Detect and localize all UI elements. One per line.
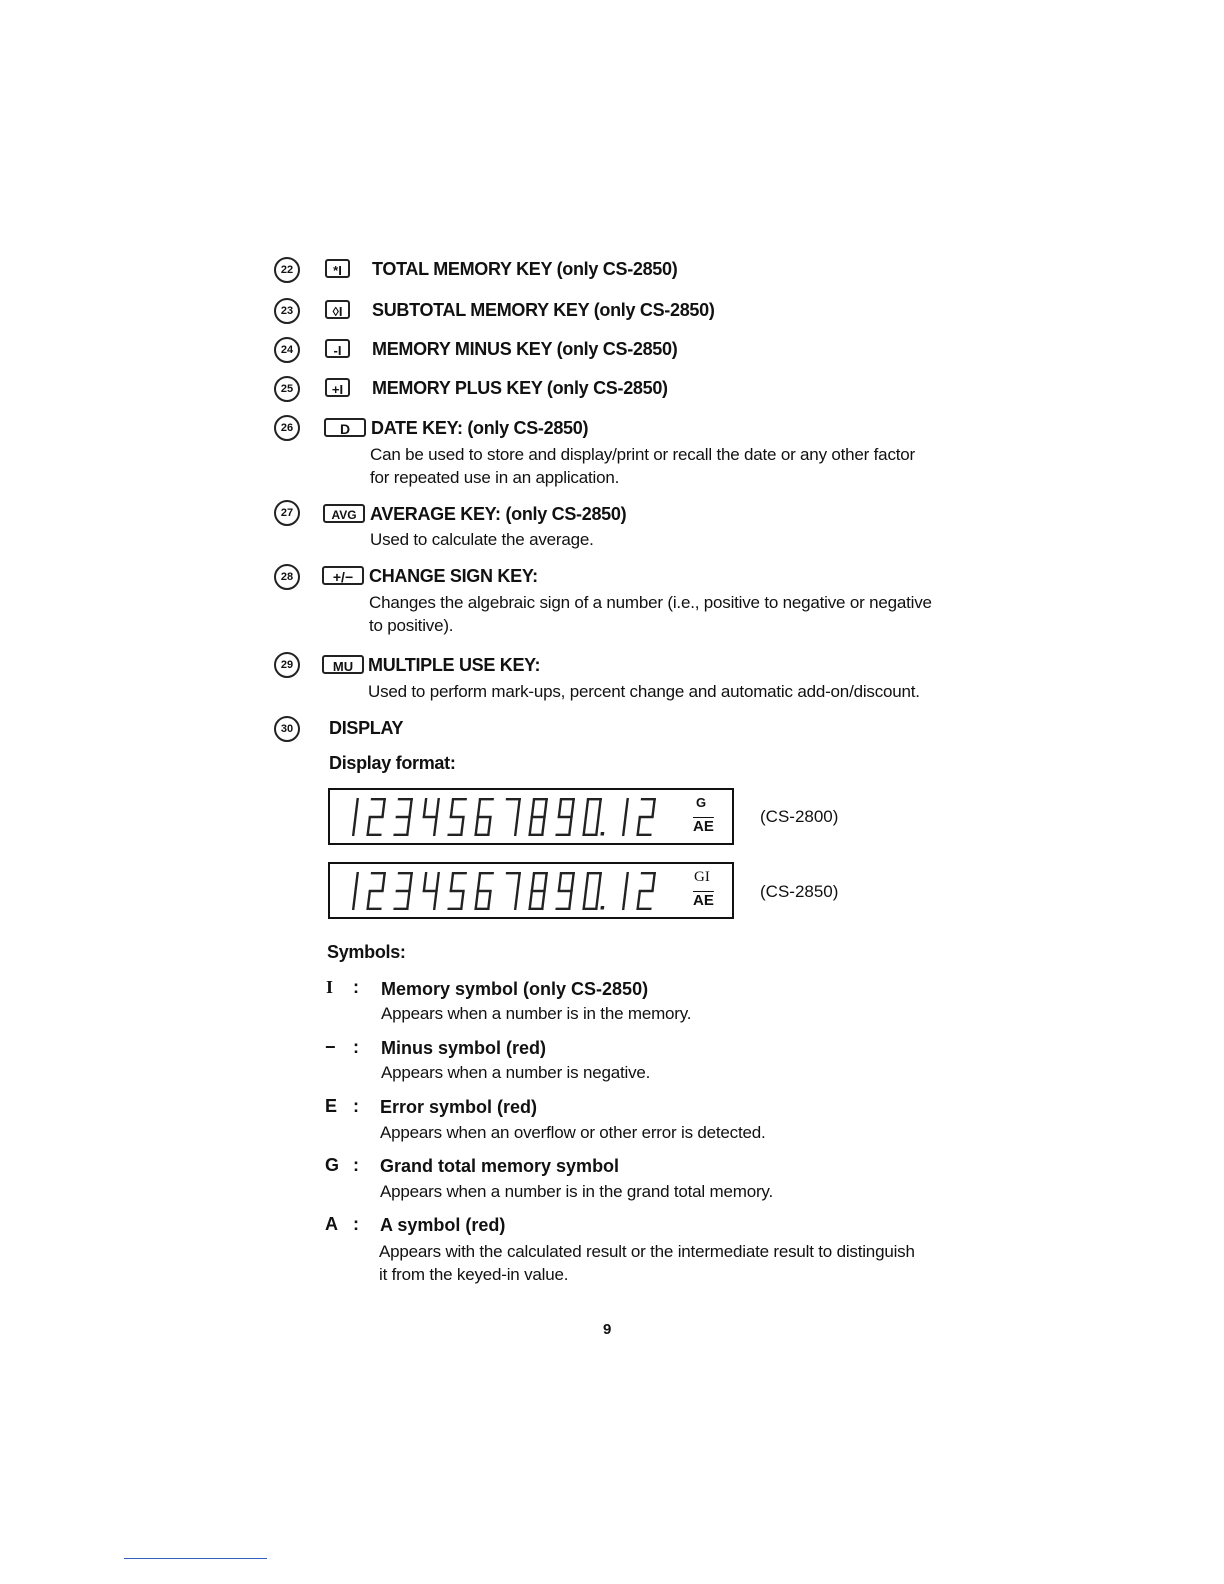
change-sign-key-description-line-1: Changes the algebraic sign of a number (i.e., positive to negative or negative — [369, 593, 932, 612]
segment-c — [352, 817, 357, 836]
item-number-26: 26 — [274, 415, 300, 441]
lcd-digit-0 — [582, 798, 608, 836]
segment-c — [487, 817, 492, 836]
memory-symbol-description: Appears when a number is in the memory. — [381, 1004, 692, 1023]
symbol-colon: : — [353, 977, 359, 997]
segment-f — [450, 872, 455, 891]
segment-c — [622, 817, 627, 836]
average-key-description: Used to calculate the average. — [370, 530, 594, 549]
a-symbol-description-line-2: it from the keyed-in value. — [379, 1265, 569, 1284]
segment-e — [582, 891, 587, 910]
average-key-icon: AVG — [323, 504, 365, 523]
g-symbol: G — [696, 795, 707, 810]
segment-f — [585, 798, 590, 817]
segment-b — [624, 872, 629, 891]
segment-e — [636, 891, 641, 910]
segment-c — [514, 891, 519, 910]
lcd-digit-1 — [352, 872, 359, 910]
symbols-heading: Symbols: — [327, 942, 406, 962]
item-number-24: 24 — [274, 337, 300, 363]
segment-f — [423, 872, 428, 891]
page-number: 9 — [603, 1321, 612, 1338]
lcd-digit-2 — [636, 798, 656, 836]
segment-d — [366, 834, 381, 836]
segment-c — [568, 891, 573, 910]
item-number-27: 27 — [274, 500, 300, 526]
segment-c — [460, 817, 465, 836]
symbol-letter-minus: − — [325, 1037, 336, 1057]
segment-b — [651, 872, 656, 891]
lcd-digit-4 — [420, 798, 440, 836]
segment-e — [528, 891, 533, 910]
lcd-digit-0 — [582, 872, 608, 910]
date-key-description-line-1: Can be used to store and display/print or recall the date or any other factor — [370, 445, 915, 464]
error-symbol-description: Appears when an overflow or other error is detected. — [380, 1123, 766, 1142]
segment-c — [622, 891, 627, 910]
segment-c — [433, 817, 438, 836]
ae-symbol: $\overline{AE}$ — [693, 818, 714, 835]
lcd-digit-6 — [474, 798, 494, 836]
segment-b — [543, 872, 548, 891]
item-number-23: 23 — [274, 298, 300, 324]
lcd-digit-5 — [447, 872, 467, 910]
segment-c — [595, 817, 600, 836]
segment-e — [366, 891, 371, 910]
segment-e — [582, 817, 587, 836]
decimal-point — [600, 832, 604, 836]
segment-f — [531, 872, 536, 891]
segment-d — [555, 834, 570, 836]
lcd-digit-1 — [352, 798, 359, 836]
segment-c — [514, 817, 519, 836]
multiple-use-key-title: MULTIPLE USE KEY: — [368, 655, 541, 675]
total-memory-key-title: TOTAL MEMORY KEY (only CS-2850) — [372, 259, 678, 279]
segment-f — [423, 798, 428, 817]
subtotal-memory-key-icon: ◊I — [325, 300, 350, 319]
segment-b — [435, 798, 440, 817]
symbol-letter-a: A — [325, 1214, 338, 1234]
segment-e — [528, 817, 533, 836]
segment-b — [381, 872, 386, 891]
multiple-use-key-description: Used to perform mark-ups, percent change and automatic add-on/discount. — [368, 682, 920, 701]
segment-c — [595, 891, 600, 910]
segment-c — [460, 891, 465, 910]
segment-g — [531, 816, 546, 818]
model-label-cs2800: (CS-2800) — [760, 807, 839, 826]
item-number-22: 22 — [274, 257, 300, 283]
grand-total-symbol-description: Appears when a number is in the grand total memory. — [380, 1182, 773, 1201]
segment-b — [354, 798, 359, 817]
segment-f — [477, 798, 482, 817]
date-key-icon: D — [324, 418, 366, 437]
display-format-label: Display format: — [329, 753, 456, 773]
lcd-digit-4 — [420, 872, 440, 910]
segment-c — [352, 891, 357, 910]
segment-b — [435, 872, 440, 891]
segment-e — [474, 891, 479, 910]
date-key-description-line-2: for repeated use in an application. — [370, 468, 620, 487]
lcd-digit-8 — [528, 872, 548, 910]
display-heading: DISPLAY — [329, 718, 404, 738]
average-key-title: AVERAGE KEY: (only CS-2850) — [370, 504, 627, 524]
grand-total-symbol-title: Grand total memory symbol — [380, 1156, 620, 1176]
lcd-digit-2 — [636, 872, 656, 910]
symbol-colon: : — [353, 1155, 359, 1175]
memory-minus-key-icon: -I — [325, 339, 350, 358]
lcd-digit-1 — [622, 872, 629, 910]
lcd-display-cs2800 — [328, 788, 734, 845]
segment-d — [393, 834, 408, 836]
segment-b — [354, 872, 359, 891]
memory-symbol-title: Memory symbol (only CS-2850) — [381, 979, 649, 999]
symbol-colon: : — [353, 1214, 359, 1234]
segment-b — [597, 798, 602, 817]
segment-g — [558, 816, 573, 818]
ae-symbol: $\overline{AE}$ — [693, 892, 714, 909]
lcd-digit-6 — [474, 872, 494, 910]
segment-b — [408, 798, 413, 817]
lcd-digit-8 — [528, 798, 548, 836]
segment-g — [558, 890, 573, 892]
segment-f — [558, 872, 563, 891]
memory-plus-key-title: MEMORY PLUS KEY (only CS-2850) — [372, 378, 668, 398]
segment-d — [447, 834, 462, 836]
memory-plus-key-icon: +I — [325, 378, 350, 397]
date-key-title: DATE KEY: (only CS-2850) — [371, 418, 589, 438]
symbol-letter-g: G — [325, 1155, 340, 1175]
segment-b — [516, 872, 521, 891]
segment-g — [531, 890, 546, 892]
segment-b — [408, 872, 413, 891]
change-sign-key-title: CHANGE SIGN KEY: — [369, 566, 538, 586]
memory-minus-key-title: MEMORY MINUS KEY (only CS-2850) — [372, 339, 678, 359]
lcd-digit-5 — [447, 798, 467, 836]
lcd-digit-9 — [555, 872, 575, 910]
change-sign-key-description-line-2: to positive). — [369, 616, 454, 635]
lcd-digit-2 — [366, 872, 386, 910]
model-label-cs2850: (CS-2850) — [760, 882, 839, 901]
segment-f — [585, 872, 590, 891]
footer-rule — [124, 1558, 267, 1559]
segment-e — [366, 817, 371, 836]
segment-d — [636, 834, 651, 836]
item-number-30: 30 — [274, 716, 300, 742]
lcd-display-cs2850 — [328, 862, 734, 919]
error-symbol-title: Error symbol (red) — [380, 1097, 538, 1117]
segment-d — [393, 908, 408, 910]
segment-d — [636, 908, 651, 910]
segment-f — [477, 872, 482, 891]
segment-c — [406, 891, 411, 910]
change-sign-key-icon: +/− — [322, 566, 364, 585]
lcd-digit-9 — [555, 798, 575, 836]
gi-symbol: GI — [694, 869, 710, 885]
segment-d — [555, 908, 570, 910]
multiple-use-key-icon: MU — [322, 655, 364, 674]
minus-symbol-title: Minus symbol (red) — [381, 1038, 547, 1058]
segment-c — [433, 891, 438, 910]
lcd-digit-7 — [501, 872, 521, 910]
segment-f — [531, 798, 536, 817]
segment-c — [541, 891, 546, 910]
lcd-digit-3 — [393, 872, 413, 910]
lcd-digit-1 — [622, 798, 629, 836]
segment-d — [447, 908, 462, 910]
segment-b — [624, 798, 629, 817]
item-number-25: 25 — [274, 376, 300, 402]
seven-segment-digits — [336, 865, 681, 918]
symbol-letter-e: E — [325, 1096, 338, 1116]
a-symbol-title: A symbol (red) — [380, 1215, 506, 1235]
segment-c — [406, 817, 411, 836]
segment-b — [516, 798, 521, 817]
subtotal-memory-key-title: SUBTOTAL MEMORY KEY (only CS-2850) — [372, 300, 715, 320]
lcd-digit-3 — [393, 798, 413, 836]
minus-symbol-description: Appears when a number is negative. — [381, 1063, 651, 1082]
lcd-digit-2 — [366, 798, 386, 836]
segment-b — [381, 798, 386, 817]
decimal-point — [600, 906, 604, 910]
segment-f — [558, 798, 563, 817]
item-number-29: 29 — [274, 652, 300, 678]
symbol-colon: : — [353, 1037, 359, 1057]
a-symbol-description-line-1: Appears with the calculated result or the intermediate result to distinguish — [379, 1242, 915, 1261]
symbol-colon: : — [353, 1096, 359, 1116]
seven-segment-digits — [336, 791, 681, 844]
segment-b — [570, 872, 575, 891]
segment-b — [543, 798, 548, 817]
segment-e — [474, 817, 479, 836]
segment-b — [570, 798, 575, 817]
lcd-digit-7 — [501, 798, 521, 836]
segment-b — [651, 798, 656, 817]
segment-b — [597, 872, 602, 891]
symbol-letter-i: I — [326, 977, 334, 997]
segment-d — [366, 908, 381, 910]
segment-c — [487, 891, 492, 910]
segment-f — [450, 798, 455, 817]
segment-c — [541, 817, 546, 836]
item-number-28: 28 — [274, 564, 300, 590]
segment-c — [568, 817, 573, 836]
segment-e — [636, 817, 641, 836]
total-memory-key-icon: *I — [325, 259, 350, 278]
